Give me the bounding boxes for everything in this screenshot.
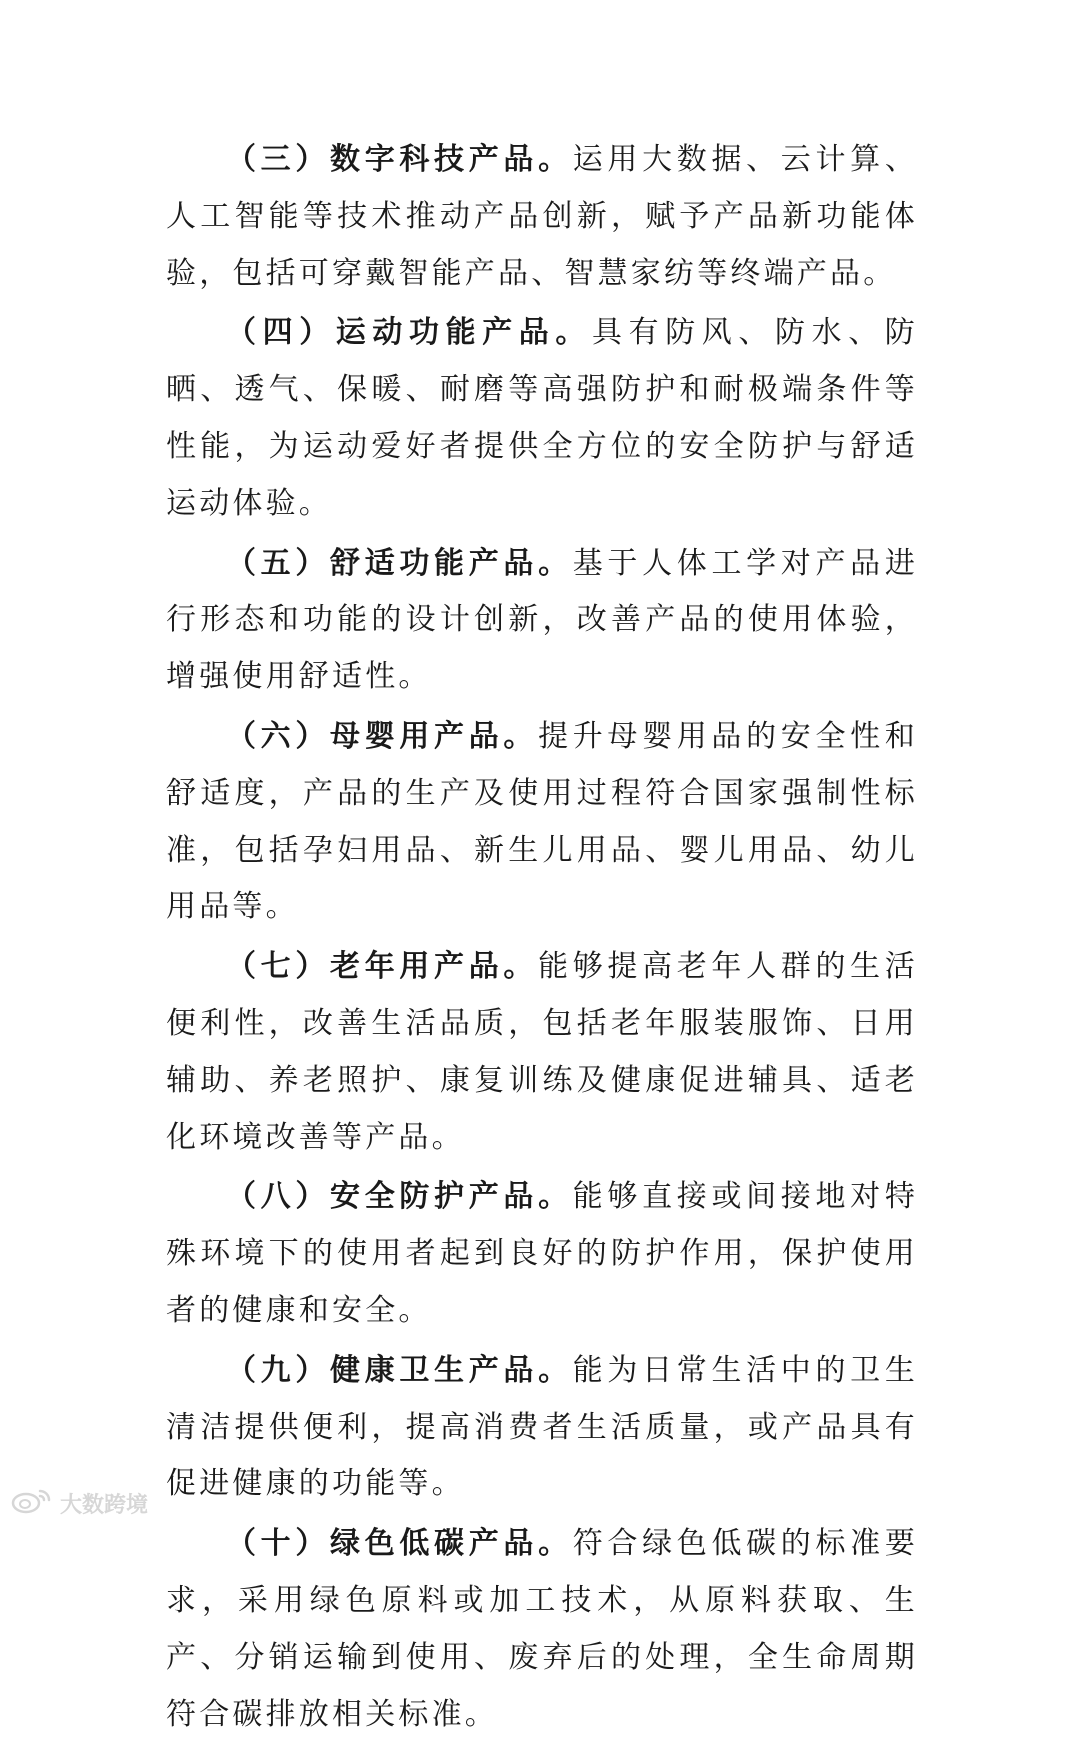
paragraph-heading: （九）健康卫生产品。 xyxy=(226,1352,573,1388)
paragraph-body: 基于人体工学对产品进行形态和功能的设计创新，改善产品的使用体验，增强使用舒适性。 xyxy=(166,545,919,695)
watermark-text: 大数跨境 xyxy=(60,1492,149,1518)
paragraph-body: 能为日常生活中的卫生清洁提供便利，提高消费者生活质量，或产品具有促进健康的功能等。 xyxy=(166,1352,919,1502)
paragraph-heading: （四）运动功能产品。 xyxy=(226,315,592,351)
paragraph-heading: （六）母婴用产品。 xyxy=(226,718,539,754)
paragraph-heading: （十）绿色低碳产品。 xyxy=(226,1526,573,1562)
paragraph-body: 具有防风、防水、防晒、透气、保暖、耐磨等高强防护和耐极端条件等性能，为运动爱好者提供全方位的安全防护与舒适运动体验。 xyxy=(166,315,918,521)
paragraph-body: 能够提高老年人群的生活便利性，改善生活品质，包括老年服装服饰、日用辅助、养老照护、康复训练及健康促进辅具、适老化环境改善等产品。 xyxy=(166,949,918,1155)
paragraph-body: 符合绿色低碳的标准要求，采用绿色原料或加工技术，从原料获取、生产、分销运输到使用、废弃后的处理，全生命周期符合碳排放相关标准。 xyxy=(166,1526,919,1732)
paragraph-6 xyxy=(166,709,918,936)
paragraph-heading: （八）安全防护产品。 xyxy=(226,1179,573,1215)
paragraph-heading: （五）舒适功能产品。 xyxy=(226,545,573,581)
paragraph-10 xyxy=(166,1516,918,1743)
paragraph-body: 运用大数据、云计算、人工智能等技术推动产品创新，赋予产品新功能体验，包括可穿戴智能产品、智慧家纺等终端产品。 xyxy=(166,142,919,291)
paragraph-body: 提升母婴用品的安全性和舒适度，产品的生产及使用过程符合国家强制性标准，包括孕妇用品、新生儿用品、婴儿用品、幼儿用品等。 xyxy=(166,718,918,925)
watermark xyxy=(10,1488,148,1518)
paragraph-4 xyxy=(166,305,918,532)
paragraph-3 xyxy=(166,132,918,302)
paragraph-8 xyxy=(166,1169,918,1339)
paragraph-7 xyxy=(166,939,918,1166)
paragraph-5 xyxy=(166,536,918,706)
paragraph-heading: （七）老年用产品。 xyxy=(226,949,539,985)
paragraph-9 xyxy=(166,1343,918,1513)
weibo-logo-icon xyxy=(10,1486,54,1520)
paragraph-body: 能够直接或间接地对特殊环境下的使用者起到良好的防护作用，保护使用者的健康和安全。 xyxy=(166,1179,919,1328)
document-page xyxy=(166,132,918,1746)
paragraph-heading: （三）数字科技产品。 xyxy=(226,142,573,177)
